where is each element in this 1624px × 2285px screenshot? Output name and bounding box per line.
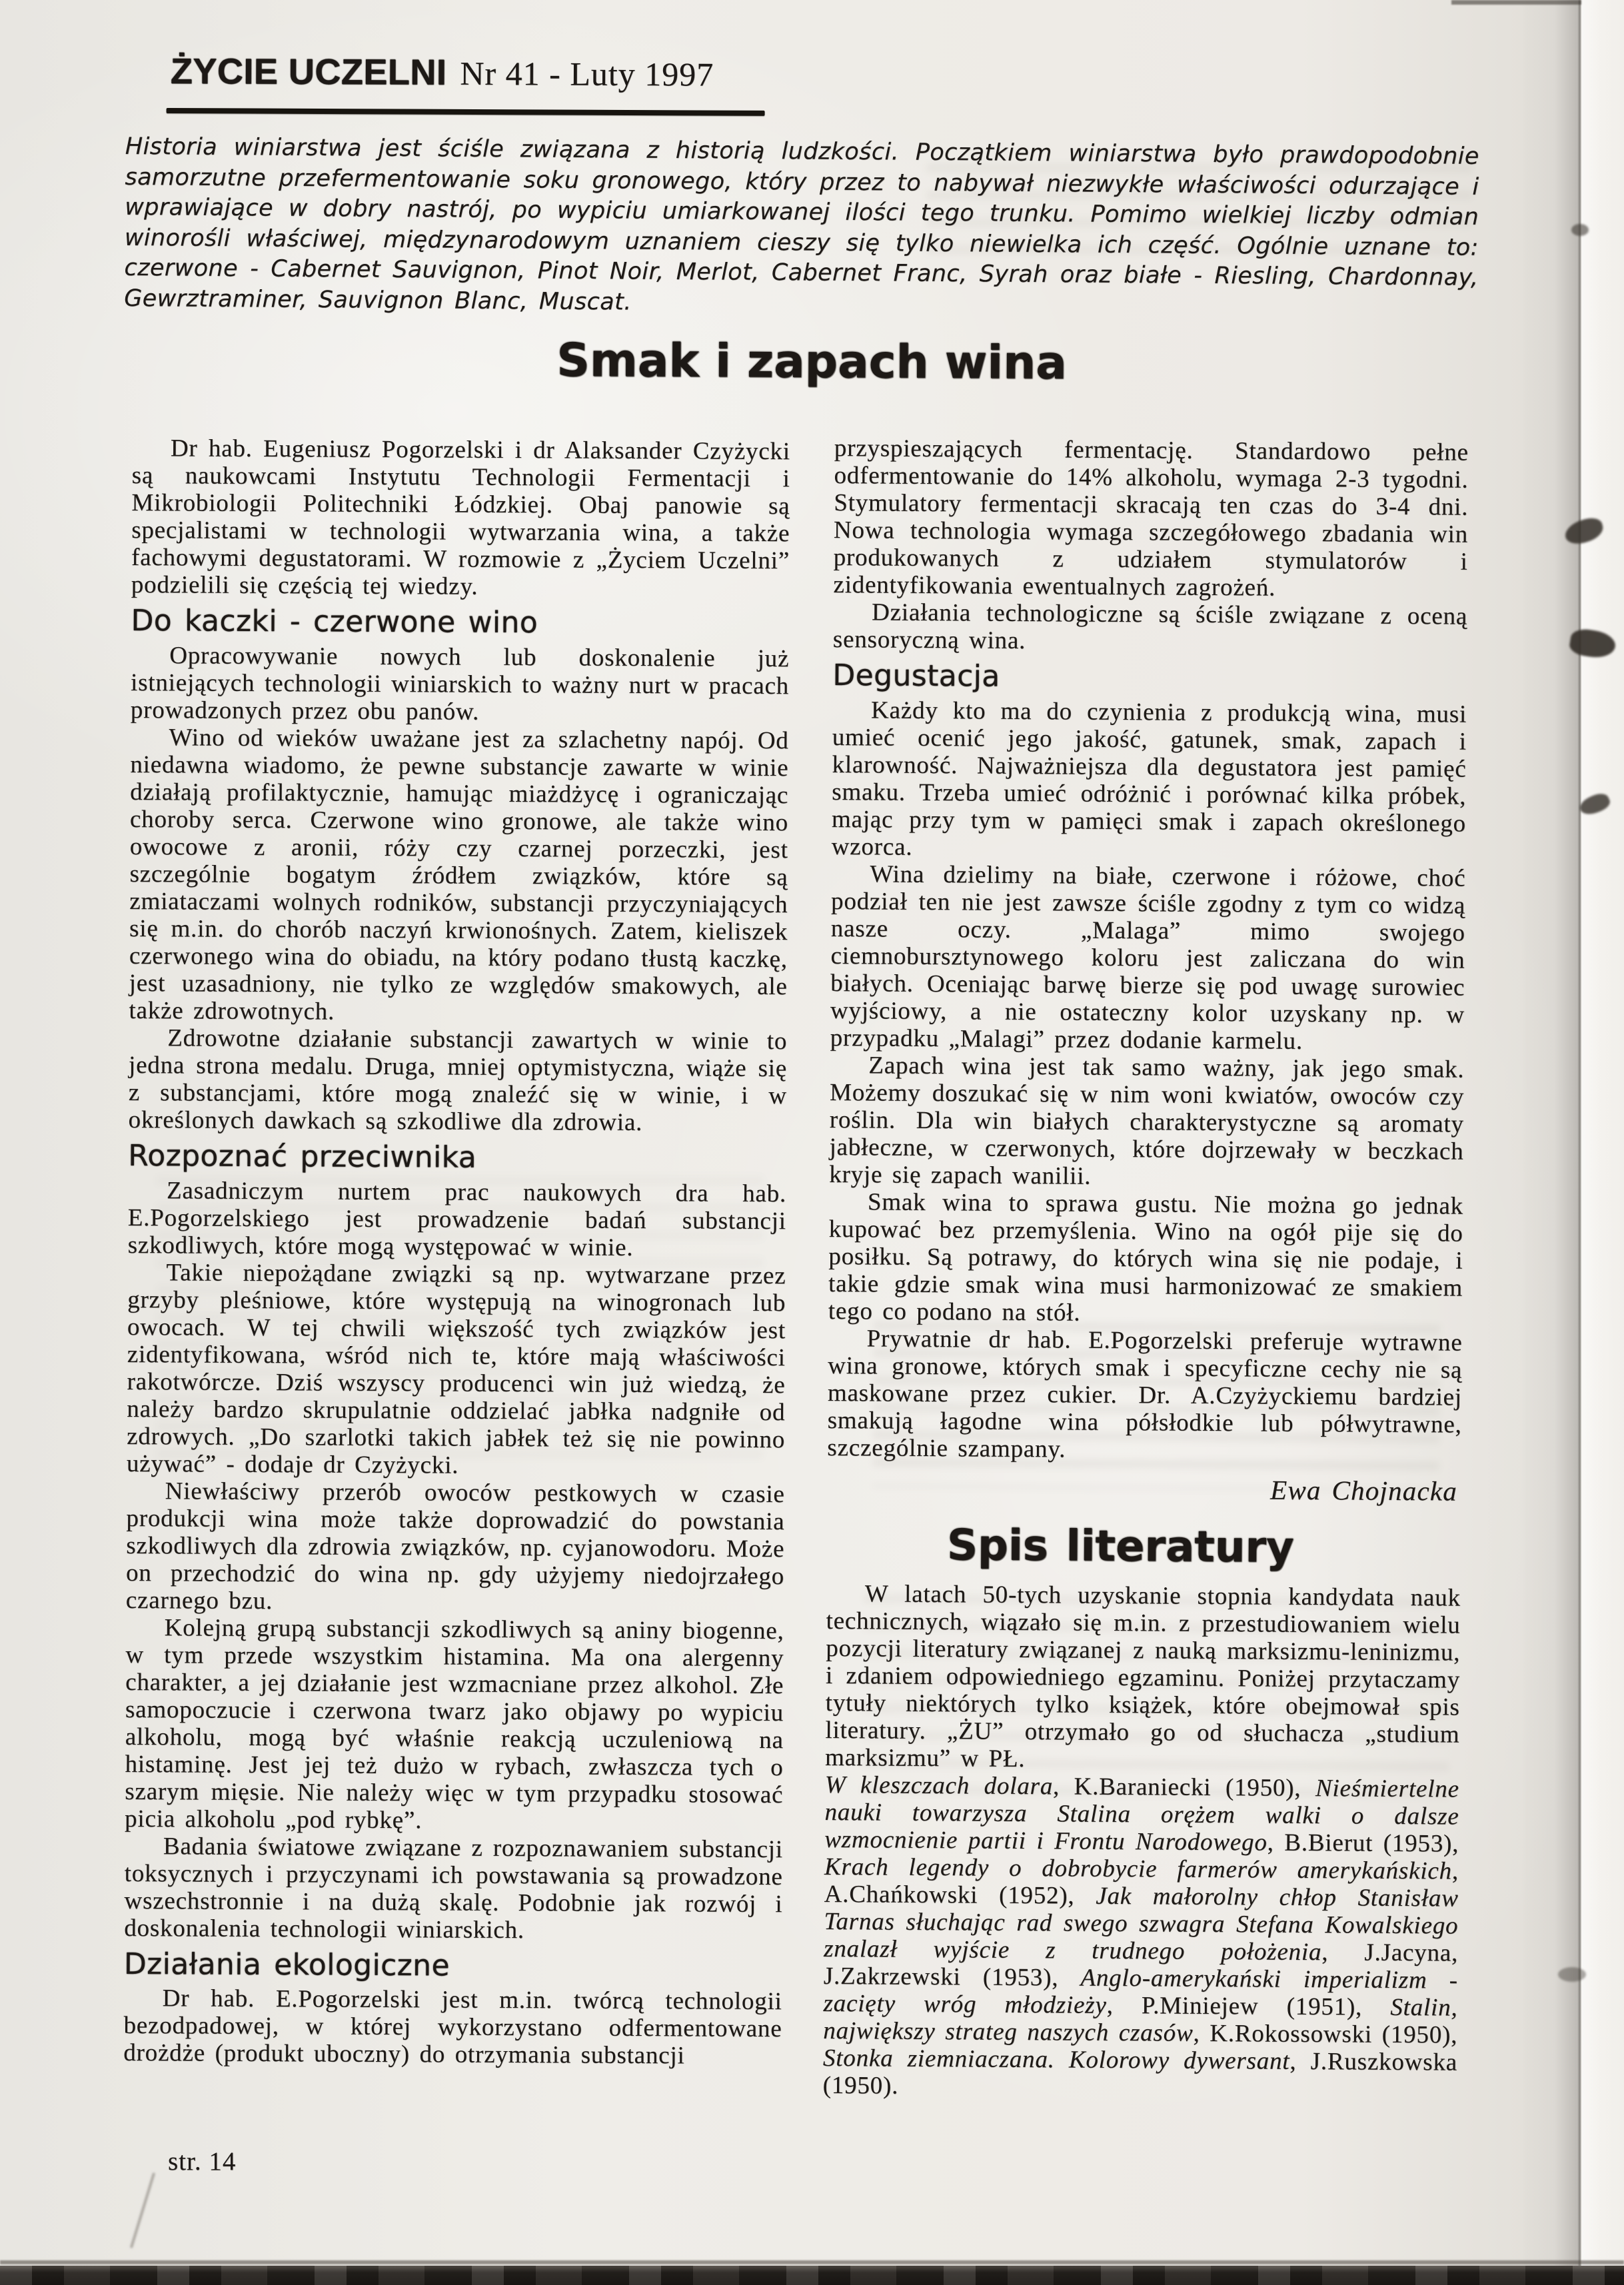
body-paragraph: Prywatnie dr hab. E.Pogorzelski preferuje wytrawne wina gronowe, których smak i specyficzne cechy nie są maskowane przez cukier. Dr. A.Czyżyckiemu bardziej smakują łagodne wina półsłodkie lub półwytrawne, szczególnie szampany. (827, 1325, 1463, 1463)
fold-smudge (1558, 1967, 1586, 1982)
body-paragraph: Każdy kto ma do czynienia z produkcją wina, musi umieć ocenić jego jakość, gatunek, smak, zapach i klarowność. Najważniejsza dla degustatora jest pamięć smaku. Trzeba umieć odróżnić i porównać kilka próbek, mając przy tym w pamięci smak i zapach określonego wzorca. (831, 696, 1467, 861)
page-number: str. 14 (168, 2147, 237, 2176)
body-paragraph: Niewłaściwy przerób owoców pestkowych w czasie produkcji wina może także doprowadzić do powstania szkodliwych dla zdrowia związków, np. cyjanowodoru. Może on przechodzić do wina np. gdy użyjemy niedojrzałego czarnego bzu. (125, 1477, 785, 1615)
body-paragraph: Kolejną grupą substancji szkodliwych są aniny biogenne, w tym przede wszystkim histamina. Ma ona alergenny charakter, a jej działanie jest wzmacniane przez alkohol. Złe samopoczucie i czerwona twarz jako objawy po wypiciu alkoholu, mogą być właśnie reakcją uczuleniową na histaminę. Jest jej też dużo w rybach, zwłaszcza tych o szarym mięsie. Nie należy więc w tym przypadku stosować picia alkoholu „pod rybkę”. (125, 1613, 784, 1834)
masthead (171, 51, 765, 95)
book-title: Jak małorolny chłop Stanisław Tarnas słuchając rad swego szwagra Stefana Kowalskiego znalazł wyjście z trudnego położenia (823, 1882, 1459, 1966)
body-paragraph: Wino od wieków uważane jest za szlachetny napój. Od niedawna wiadomo, że pewne substancje zawarte w winie działają profilaktycznie, hamując miażdżycę i ograniczając choroby serca. Czerwone wino gronowe, ale także wino owocowe z aronii, róży czy czarnej porzeczki, jest szczególnie bogatym źródłem związków, które są zmiataczami wolnych rodników, substancji przyczyniających się m.in. do chorób naczyń krwionośnych. Zatem, kieliszek czerwonego wina do obiadu, na który podano tłustą kaczkę, jest uzasadniony, nie tylko ze względów smakowych, ale także zdrowotnych. (129, 724, 789, 1026)
fold-smudge (1571, 224, 1589, 236)
bibliography-paragraph (823, 1771, 1459, 2104)
secondary-article-title: Spis literatury (946, 1521, 1295, 1573)
right-column (823, 434, 1469, 2103)
bibliography-text: , J.Ruszkowska (1950). (822, 2047, 1458, 2100)
bibliography-text: , K.Rokossowski (1950), (1193, 2019, 1458, 2049)
page-fold-crease (1579, 0, 1581, 2285)
body-paragraph: Opracowywanie nowych lub doskonalenie już istniejących technologii winiarskich to ważny nurt w pracach prowadzonych przez obu panów. (130, 642, 790, 726)
book-title: Anglo-amerykański imperializm - zacięty wróg młodzieży (823, 1964, 1458, 2019)
section-subhead: Działania ekologiczne (123, 1946, 450, 1983)
book-title: W kleszczach dolara (824, 1771, 1054, 1801)
article-title: Smak i zapach wina (556, 333, 1067, 390)
body-paragraph: Zdrowotne działanie substancji zawartych w winie to jedna strona medalu. Druga, mniej optymistyczna, wiąże się z substancjami, które mogą znaleźć się w winie, i w określonych dawkach są szkodliwe dla zdrowia. (128, 1024, 788, 1136)
section-subhead: Degustacja (832, 658, 1000, 694)
section-subhead: Do kaczki - czerwone wino (131, 603, 538, 640)
body-paragraph: Takie niepożądane związki są np. wytwarzane przez grzyby pleśniowe, które występują na winogronach lub owocach. W tej chwili większość tych związków jest zidentyfikowana, wśród nich te, które mają właściwości rakotwórcze. Dziś wszyscy producenci win już wiedzą, że należy bardzo skrupulatnie oddzielać jabłka nadgniłe od zdrowych. „Do szarlotki takich jabłek też się nie powinno używać” - dodaje dr Czyżycki. (126, 1258, 786, 1479)
book-title: Stonka ziemniaczana. Kolorowy dywersant (822, 2044, 1290, 2075)
next-page-edge (1581, 0, 1624, 2285)
book-title: Stalin, największy strateg naszych czasów (823, 1993, 1458, 2047)
body-paragraph: przyspieszających fermentację. Standardowo pełne odfermentowanie do 14% alkoholu, wymaga 2-3 tygodni. Stymulatory fermentacji skracają ten czas do 3-4 dni. Nowa technologia wymaga szczegółowego zbadania win produkowanych z udziałem stymulatorów i zidentyfikowania ewentualnych zagrożeń. (833, 434, 1469, 602)
body-paragraph: W latach 50-tych uzyskanie stopnia kandydata nauk technicznych, wiązało się m.in. z przestudiowaniem wielu pozycji literatury związanej z nauką marksizmu-leninizmu, i zdaniem odpowiedniego egzaminu. Poniżej przytaczamy tytuły niektórych tylko książek, które obejmował spis literatury. „ŻU” otrzymało go od słuchacza „studium marksizmu” w PŁ. (824, 1580, 1461, 1773)
intro-paragraph: Historia winiarstwa jest ściśle związana z historią ludzkości. Początkiem winiarstwa było prawdopodobnie samorzutne przefermentowanie soku gronowego, który przez to nabywał niezwykłe właściwości odurzające i wprawiające w dobry nastrój, po wypiciu umiarkowanej ilości tego trunku. Pomimo wielkiej liczby odmian winorośli właściwej, międzynarodowym uznaniem cieszy się tylko niewielka ich część. Ogólnie uznane to: czerwone - Cabernet Sauvignon, Pinot Noir, Merlot, Cabernet Franc, Syrah oraz białe - Riesling, Chardonnay, Gewrztraminer, Sauvignon Blanc, Muscat. (124, 133, 1479, 316)
body-paragraph: Wina dzielimy na białe, czerwone i różowe, choć podział ten nie jest zawsze ściśle zgodny z tym co widzą nasze oczy. „Malaga” mimo swojego ciemnobursztynowego koloru jest zaliczana do win białych. Oceniając barwę bierze się pod uwagę surowiec wyjściowy, a nie ostateczny kolor uzyskany np. w przypadku „Malagi” przez dodanie karmelu. (830, 860, 1466, 1055)
author-byline: Ewa Chojnacka (1269, 1474, 1458, 1507)
section-subhead: Rozpoznać przeciwnika (128, 1138, 477, 1175)
scan-bottom-shadow-line (0, 2260, 1624, 2264)
masthead-issue: Nr 41 - Luty 1997 (460, 54, 714, 93)
page-fold-shadow (1521, 0, 1581, 2285)
masthead-rule (167, 108, 765, 116)
top-edge-smudge (1451, 0, 1581, 5)
bibliography-text: , B.Bierut (1953), (1267, 1829, 1459, 1858)
pencil-scratch (130, 2172, 155, 2248)
body-paragraph: Zapach wina jest tak samo ważny, jak jego smak. Możemy doszukać się w nim woni kwiatów, owoców czy roślin. Dla win białych charakterystyczne są aromaty jabłeczne, w czerwonych, które dojrzewały w beczkach kryje się zapach wanilii. (829, 1052, 1465, 1190)
book-title: Krach legendy o dobrobycie farmerów amerykańskich (824, 1853, 1453, 1885)
bibliography-text: , K.Baraniecki (1950), (1052, 1773, 1316, 1802)
scan-bottom-edge (0, 2266, 1624, 2285)
left-column (123, 434, 790, 2070)
book-title: Nieśmiertelne nauki towarzysza Stalina orężem walki o dalsze wzmocnienie partii i Frontu Narodowego (824, 1774, 1459, 1857)
body-paragraph: Dr hab. E.Pogorzelski jest m.in. twórcą technologii bezodpadowej, w której wykorzystano odfermentowane drożdże (produkt uboczny) do otrzymania substancji (123, 1984, 782, 2070)
body-paragraph: Badania światowe związane z rozpoznawaniem substancji toksycznych i przyczynami ich powstawania są prowadzone wszechstronnie i na dużą skalę. Podobnie jak rozwój i doskonalenia technologii winiarskich. (124, 1832, 784, 1944)
body-paragraph: Smak wina to sprawa gustu. Nie można go jednak kupować bez przemyślenia. Wino na ogół pije się do posiłku. Są potrawy, do których wina się nie podaje, i takie gdzie smak wina musi harmonizować ze smakiem tego co podano na stół. (828, 1188, 1464, 1327)
body-paragraph: Dr hab. Eugeniusz Pogorzelski i dr Alaksander Czyżycki są naukowcami Instytutu Technologii Fermentacji i Mikrobiologii Politechniki Łódzkiej. Obaj panowie są specjalistami w technologii wytwarzania wina, a także fachowymi degustatorami. W rozmowie z „Życiem Uczelni” podzielili się częścią tej wiedzy. (131, 434, 790, 600)
bibliography-text: , P.Miniejew (1951), (1106, 1991, 1391, 2021)
body-paragraph: Działania technologiczne są ściśle związane z oceną sensoryczną wina. (832, 598, 1468, 655)
bibliography-text: , J.Jacyna, J.Zakrzewski (1953), (823, 1938, 1459, 1992)
page-header (171, 51, 765, 116)
body-paragraph: Zasadniczym nurtem prac naukowych dra hab. E.Pogorzelskiego jest prowadzenie badań substancji szkodliwych, które mogą występować w winie. (127, 1176, 787, 1261)
masthead-title: ŻYCIE UCZELNI (170, 51, 447, 93)
bibliography-text: , A.Chańkowski (1952), (824, 1857, 1459, 1910)
